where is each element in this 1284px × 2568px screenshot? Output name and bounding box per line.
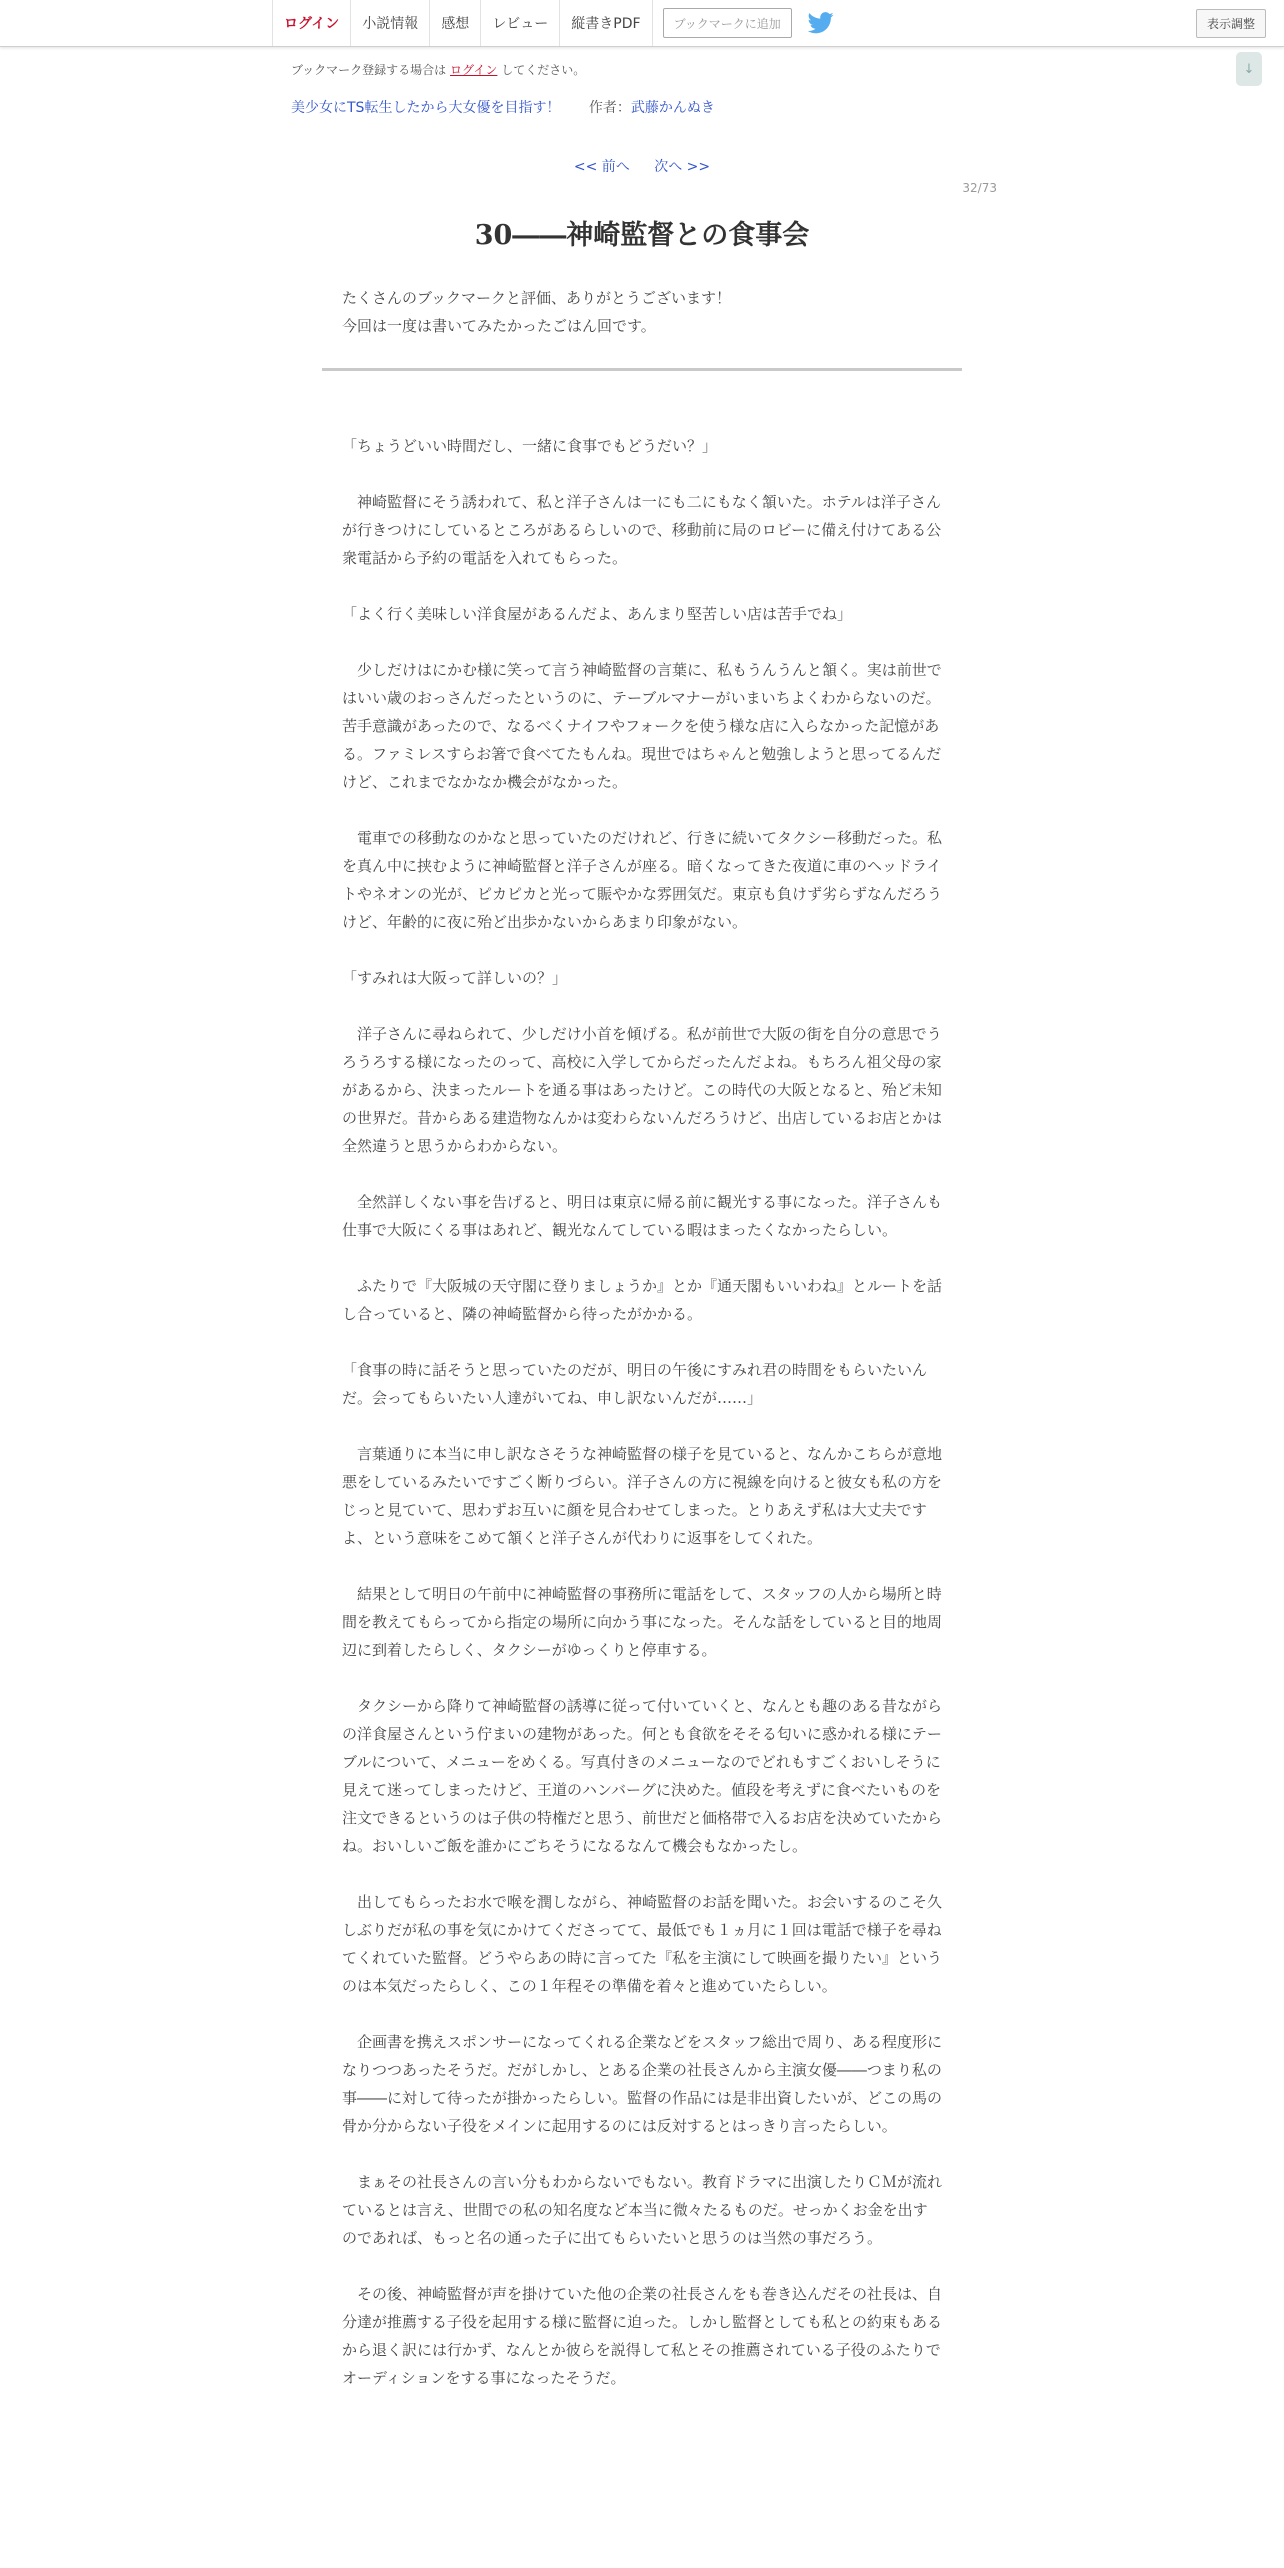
body-paragraph: 「よく行く美味しい洋食屋があるんだよ、あんまり堅苦しい店は苦手でね」: [342, 605, 853, 623]
next-chapter-link[interactable]: 次へ >>: [654, 159, 711, 175]
nav-novel-info-link[interactable]: 小説情報: [350, 0, 429, 46]
body-paragraph: 「ちょうどいい時間だし、一緒に食事でもどうだい？」: [342, 437, 718, 455]
body-paragraph: 全然詳しくない事を告げると、明日は東京に帰る前に観光する事になった。洋子さんも仕事で大阪にくる事はあれど、観光なんてしている暇はまったくなかったらしい。: [342, 1193, 943, 1239]
novel-header: [291, 97, 715, 117]
page-number: 32/73: [962, 181, 997, 195]
body-paragraph: 出してもらったお水で喉を潤しながら、神崎監督のお話を聞いた。お会いするのこそ久しぶりだが私の事を気にかけてくださってて、最低でも１ヵ月に１回は電話で様子を尋ねてくれていた監督。どうやらあの時に言ってた『私を主演にして映画を撮りたい』というのは本気だったらしく、この１年程その準備を着々と進めていたらしい。: [342, 1893, 943, 1995]
add-bookmark-button[interactable]: ブックマークに追加: [663, 8, 792, 38]
body-paragraph: タクシーから降りて神崎監督の誘導に従って付いていくと、なんとも趣のある昔ながらの洋食屋さんという佇まいの建物があった。何とも食欲をそそる匂いに惑かれる様にテーブルについて、メニューをめくる。写真付きのメニューなのでどれもすごくおいしそうに見えて迷ってしまったけど、王道のハンバーグに決めた。値段を考えずに食べたいものを注文できるというのは子供の特権だと思う、前世だと価格帯で入るお店を決めていたからね。おいしいご飯を誰かにごちそうになるなんて機会もなかったし。: [342, 1697, 943, 1855]
bookmark-login-notice: [291, 61, 585, 78]
preface-divider: [322, 368, 962, 371]
notice-text-after: してください。: [501, 63, 586, 77]
body-paragraph: 「すみれは大阪って詳しいの？」: [342, 969, 568, 987]
body-paragraph: 洋子さんに尋ねられて、少しだけ小首を傾げる。私が前世で大阪の街を自分の意思でうろうろする様になったのって、高校に入学してからだったんだよね。もちろん祖父母の家があるから、決まったルートを通る事はあったけど。この時代の大阪となると、殆ど未知の世界だ。昔からある建造物なんかは変わらないんだろうけど、出店しているお店とかは全然違うと思うからわからない。: [342, 1025, 943, 1155]
body-paragraph: 結果として明日の午前中に神崎監督の事務所に電話をして、スタッフの人から場所と時間を教えてもらってから指定の場所に向かう事になった。そんな話をしていると目的地周辺に到着したらしく、タクシーがゆっくりと停車する。: [342, 1585, 943, 1659]
chapter-preface: [342, 284, 942, 340]
notice-login-link[interactable]: ログイン: [450, 63, 498, 77]
notice-text-before: ブックマーク登録する場合は: [291, 63, 447, 77]
body-paragraph: 言葉通りに本当に申し訳なさそうな神崎監督の様子を見ていると、なんかこちらが意地悪をしているみたいですごく断りづらい。洋子さんの方に視線を向けると彼女も私の方をじっと見ていて、思わずお互いに顔を見合わせてしまった。とりあえず私は大丈夫ですよ、という意味をこめて頷くと洋子さんが代わりに返事をしてくれた。: [342, 1445, 943, 1547]
nav-review-link[interactable]: レビュー: [480, 0, 559, 46]
chapter-pager: [0, 156, 1284, 176]
body-paragraph: まぁその社長さんの言い分もわからないでもない。教育ドラマに出演したりＣＭが流れているとは言え、世間での私の知名度など本当に微々たるものだ。せっかくお金を出すのであれば、もっと名の通った子に出てもらいたいと思うのは当然の事だろう。: [342, 2173, 943, 2247]
author-label: 作者：: [588, 100, 631, 116]
body-paragraph: 少しだけはにかむ様に笑って言う神崎監督の言葉に、私もうんうんと頷く。実は前世ではいい歳のおっさんだったというのに、テーブルマナーがいまいちよくわからないのだ。苦手意識があったので、なるべくナイフやフォークを使う様な店に入らなかった記憶がある。ファミレスすらお箸で食べてたもんね。現世ではちゃんと勉強しようと思ってるんだけど、これまでなかなか機会がなかった。: [342, 661, 942, 791]
arrow-down-icon: ↓: [1243, 61, 1255, 77]
body-paragraph: 電車での移動なのかなと思っていたのだけれど、行きに続いてタクシー移動だった。私を真ん中に挟むように神崎監督と洋子さんが座る。暗くなってきた夜道に車のヘッドライトやネオンの光が、ピカピカと光って賑やかな雰囲気だ。東京も負けず劣らずなんだろうけど、年齢的に夜に殆ど出歩かないからあまり印象がない。: [342, 829, 943, 931]
preface-line: たくさんのブックマークと評価、ありがとうございます！: [342, 289, 731, 307]
nav-impressions-link[interactable]: 感想: [429, 0, 480, 46]
body-paragraph: 神崎監督にそう誘われて、私と洋子さんは一にも二にもなく頷いた。ホテルは洋子さんが行きつけにしているところがあるらしいので、移動前に局のロビーに備え付けてある公衆電話から予約の電話を入れてもらった。: [342, 493, 942, 567]
author-link[interactable]: 武藤かんぬき: [630, 100, 715, 116]
body-paragraph: 企画書を携えスポンサーになってくれる企業などをスタッフ総出で周り、ある程度形になりつつあったそうだ。だがしかし、とある企業の社長さんから主演女優――つまり私の事――に対して待ったが掛かったらしい。監督の作品には是非出資したいが、どこの馬の骨か分からない子役をメインに起用するのには反対するとはっきり言ったらしい。: [342, 2033, 943, 2135]
novel-title-link[interactable]: 美少女にTS転生したから大女優を目指す！: [291, 100, 561, 116]
nav-login-link[interactable]: ログイン: [272, 0, 350, 46]
top-nav-bar: [0, 0, 1284, 47]
body-paragraph: ふたりで『大阪城の天守閣に登りましょうか』とか『通天閣もいいわね』とルートを話し合っていると、隣の神崎監督から待ったがかかる。: [342, 1277, 943, 1323]
body-paragraph: その後、神崎監督が声を掛けていた他の企業の社長さんをも巻き込んだその社長は、自分達が推薦する子役を起用する様に監督に迫った。しかし監督としても私との約束もあるから退く訳には行かず、なんとか彼らを説得して私とその推薦されている子役のふたりでオーディションをする事になったそうだ。: [342, 2285, 943, 2387]
chapter-body: [342, 432, 942, 2420]
body-paragraph: 「食事の時に話そうと思っていたのだが、明日の午後にすみれ君の時間をもらいたいんだ。会ってもらいたい人達がいてね、申し訳ないんだが……」: [342, 1361, 928, 1407]
nav-vertical-pdf-link[interactable]: 縦書きPDF: [559, 0, 652, 46]
scroll-down-button[interactable]: [1236, 52, 1262, 86]
preface-line: 今回は一度は書いてみたかったごはん回です。: [342, 317, 656, 335]
prev-chapter-link[interactable]: << 前へ: [573, 159, 630, 175]
display-settings-button[interactable]: 表示調整: [1196, 9, 1266, 38]
chapter-title: 30――神崎監督との食事会: [474, 220, 810, 251]
twitter-icon[interactable]: [808, 11, 836, 35]
nav-menu: [272, 0, 836, 46]
